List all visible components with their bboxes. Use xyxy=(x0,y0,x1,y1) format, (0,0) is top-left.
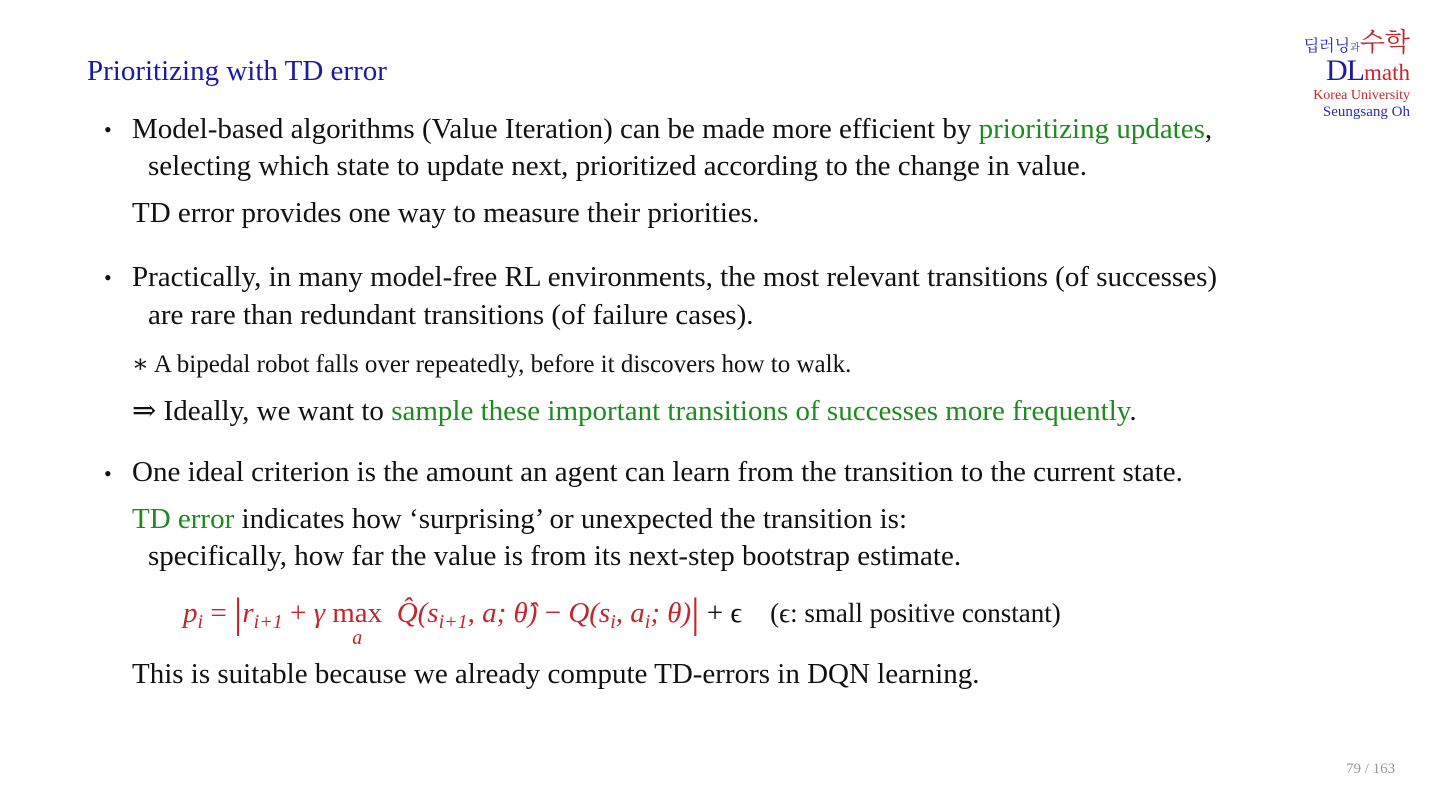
td-priority-equation: $p_i = |r_{i+1} + \gamma$ max a $Q̂(s_{i+1}$, a; θ̂) − $Q(s_i$, $a_i$; θ)| + ϵ (ϵ: small positive constant) xyxy=(183,591,1061,649)
s3-td-error-highlight: TD error xyxy=(132,503,235,535)
s2-conclusion xyxy=(132,393,1137,428)
s2-conclusion-prefix: ⇒ Ideally, we want to xyxy=(132,395,392,427)
s2-line2: are rare than redundant transitions (of failure cases). xyxy=(148,299,754,331)
logo-korean-deeplearning: 딥러닝 xyxy=(1303,38,1351,55)
s1-line1 xyxy=(132,113,1212,146)
s2-conclusion-highlight: sample these important transitions of successes more frequently xyxy=(391,395,1130,427)
logo-korean-line xyxy=(1300,30,1410,56)
dlmath-logo xyxy=(1300,30,1410,120)
logo-dl-line xyxy=(1300,56,1410,86)
bullet-icon: • xyxy=(104,461,112,486)
slide-title: Prioritizing with TD error xyxy=(87,55,387,87)
s3-line2-text: indicates how ‘surprising’ or unexpected the transition is: xyxy=(234,503,908,535)
s3-line1: One ideal criterion is the amount an agent can learn from the transition to the current state. xyxy=(132,456,1183,488)
s2-conclusion-suffix: . xyxy=(1129,395,1137,427)
logo-korean-math: 수학 xyxy=(1359,28,1410,57)
logo-math: math xyxy=(1364,60,1410,85)
logo-dl: DL xyxy=(1326,54,1364,87)
bullet-icon: • xyxy=(104,117,112,142)
logo-author: Seungsang Oh xyxy=(1322,104,1410,120)
s1-line1-end: , xyxy=(1204,113,1213,145)
equation-note: (ϵ: small positive constant) xyxy=(770,598,1061,628)
s3-line3: specifically, how far the value is from its next-step bootstrap estimate. xyxy=(148,540,962,572)
s3-line4: This is suitable because we already compute TD-errors in DQN learning. xyxy=(132,658,980,690)
s2-line1: Practically, in many model-free RL environments, the most relevant transitions (of successes) xyxy=(132,261,1218,293)
s1-line3: TD error provides one way to measure their priorities. xyxy=(132,197,760,229)
s1-line1-text: Model-based algorithms (Value Iteration) can be made more efficient by xyxy=(132,113,979,145)
s1-line2: selecting which state to update next, prioritized according to the change in value. xyxy=(148,150,1087,182)
page-number: 79 / 163 xyxy=(1346,761,1396,777)
s2-note: ∗ A bipedal robot falls over repeatedly, before it discovers how to walk. xyxy=(132,351,852,378)
s1-highlight: prioritizing updates xyxy=(978,113,1205,145)
logo-korean-with: 과 xyxy=(1350,43,1360,54)
s3-line2 xyxy=(132,503,907,536)
bullet-icon: • xyxy=(104,265,112,290)
logo-university: Korea University xyxy=(1313,88,1410,103)
